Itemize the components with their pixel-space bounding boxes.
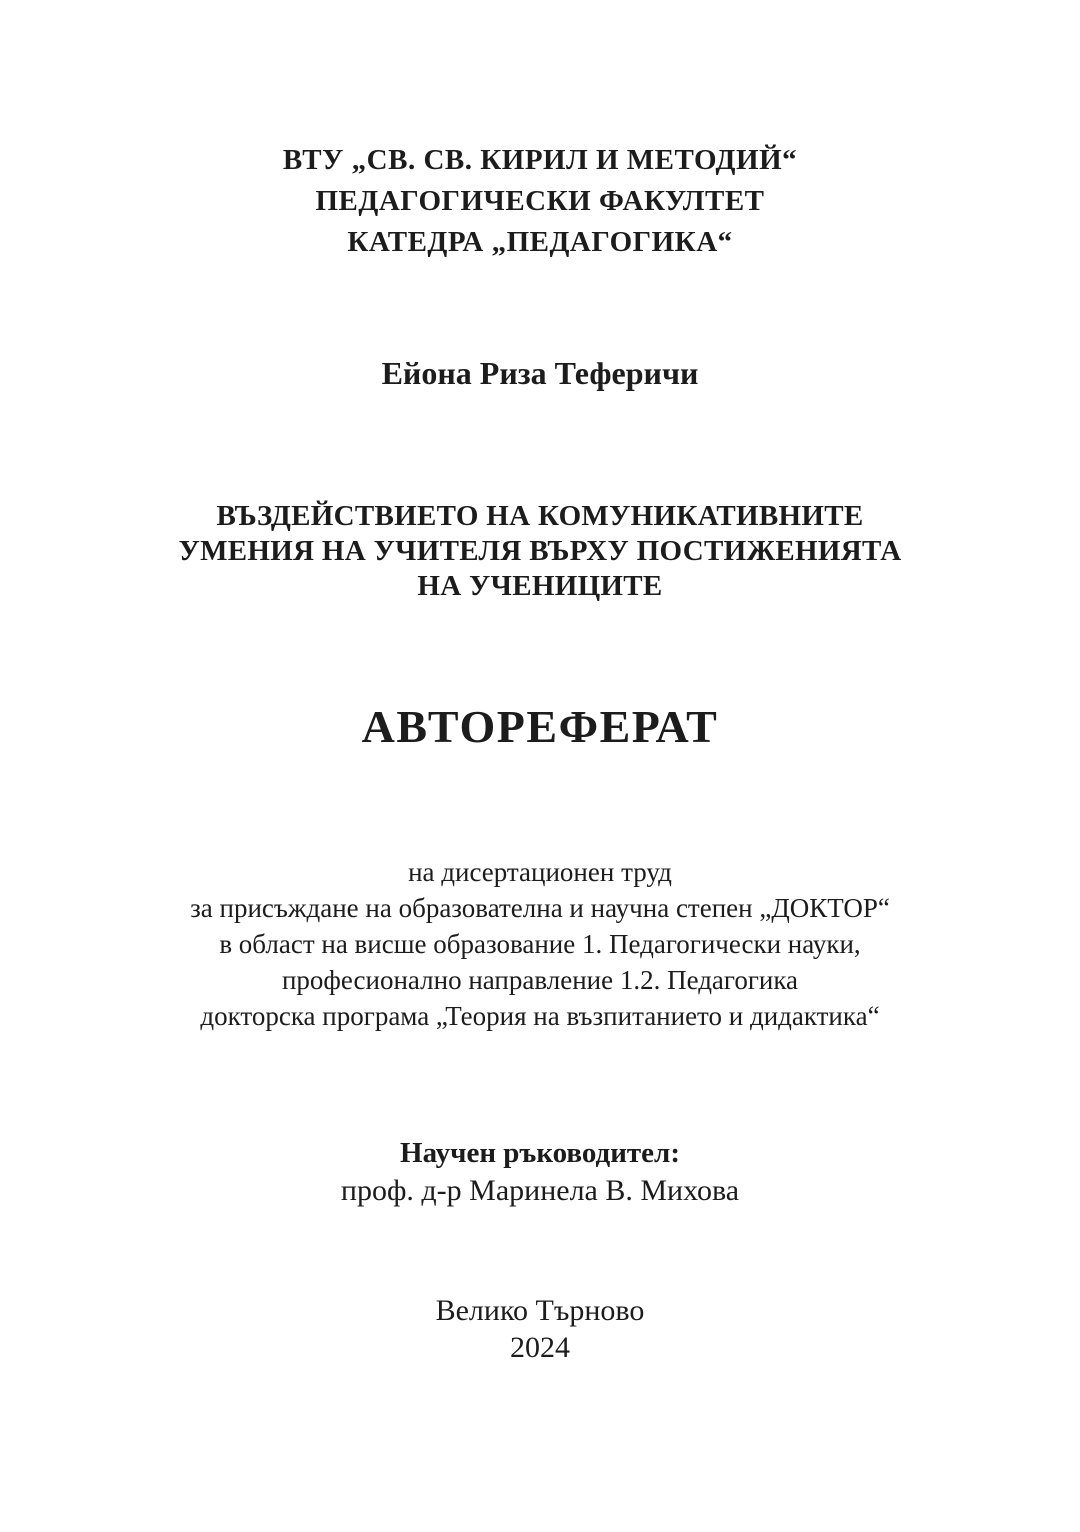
- description-line-5: докторска програма „Теория на възпитанието и дидактика“: [200, 1001, 880, 1031]
- document-type-heading: АВТОРЕФЕРАТ: [361, 701, 719, 752]
- author-section: [0, 353, 1080, 393]
- description-line-1: на дисертационен труд: [408, 857, 672, 887]
- faculty-name: ПЕДАГОГИЧЕСКИ ФАКУЛТЕТ: [315, 185, 765, 217]
- title-line-1: ВЪЗДЕЙСТВИЕТО НА КОМУНИКАТИВНИТЕ: [216, 500, 864, 532]
- description-line-4: професионално направление 1.2. Педагогика: [281, 965, 799, 995]
- description-line-3: в област на висше образование 1. Педагогически науки,: [219, 929, 861, 959]
- description-line-2: за присъждане на образователна и научна степен „ДОКТОР“: [190, 893, 890, 923]
- imprint-city: Велико Търново: [435, 1294, 645, 1327]
- title-line-2: УМЕНИЯ НА УЧИТЕЛЯ ВЪРХУ ПОСТИЖЕНИЯТА: [178, 535, 902, 567]
- imprint-year: 2024: [510, 1331, 570, 1364]
- department-name: КАТЕДРА „ПЕДАГОГИКА“: [347, 226, 733, 258]
- institution-header: [0, 0, 1080, 263]
- supervisor-section: [0, 1134, 1080, 1210]
- document-type-section: [0, 702, 1080, 752]
- author-name: Ейона Риза Теферичи: [381, 355, 699, 391]
- university-name: ВТУ „СВ. СВ. КИРИЛ И МЕТОДИЙ“: [282, 144, 798, 176]
- title-line-3: НА УЧЕНИЦИТЕ: [417, 570, 663, 602]
- dissertation-title: [0, 499, 1080, 604]
- imprint-section: [0, 1292, 1080, 1366]
- degree-description: [0, 854, 1080, 1034]
- supervisor-name: проф. д-р Маринела В. Михова: [340, 1174, 740, 1207]
- supervisor-label: Научен ръководител:: [400, 1137, 680, 1169]
